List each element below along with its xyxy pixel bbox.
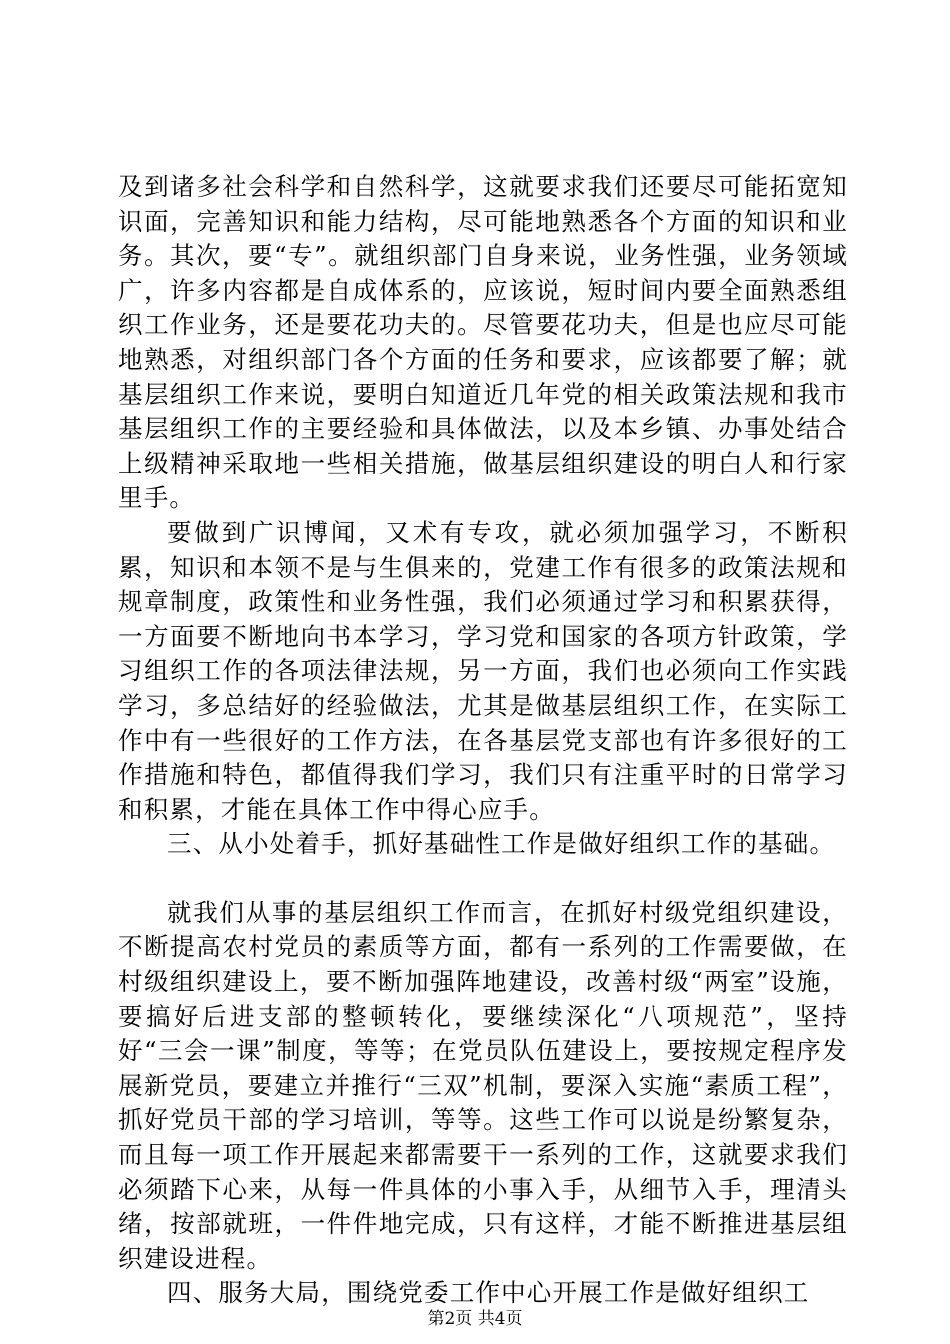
page-footer: 第2页 共4页 [427, 1309, 523, 1329]
paragraph-grassroots-work: 就我们从事的基层组织工作而言，在抓好村级党组织建设，不断提高农村党员的素质等方面，都有一系列的工作需要做，在村级组织建设上，要不断加强阵地建设，改善村级“两室”设施，要搞好后进支部的整顿转化，要继续深化“八项规范”，坚持好“三会一课”制度，等等；在党员队伍建设上，要按规定程序发展新党员，要建立并推行“三双”机制，要深入实施“素质工程”，抓好党员干部的学习培训，等等。这些工作可以说是纷繁复杂，而且每一项工作开展起来都需要干一系列的工作，这就要求我们必须踏下心来，从每一件具体的小事入手，从细节入手，理清头绪，按部就班，一件件地完成，只有这样，才能不断推进基层组织建设进程。 [118, 897, 848, 1273]
paragraph-study: 要做到广识博闻，又术有专攻，就必须加强学习，不断积累，知识和本领不是与生俱来的，党建工作有很多的政策法规和规章制度，政策性和业务性强，我们必须通过学习和积累获得，一方面要不断地向书本学习，学习党和国家的各项方针政策，学习组织工作的各项法律法规，另一方面，我们也必须向工作实践学习，多总结好的经验做法，尤其是做基层组织工作，在实际工作中有一些很好的工作方法，在各基层党支部也有许多很好的工作措施和特色，都值得我们学习，我们只有注重平时的日常学习和积累，才能在具体工作中得心应手。 [118, 517, 848, 824]
section-heading-three: 三、从小处着手，抓好基础性工作是做好组织工作的基础。 [167, 829, 836, 859]
document-body [118, 170, 848, 1311]
paragraph-continuation: 及到诸多社会科学和自然科学，这就要求我们还要尽可能拓宽知识面，完善知识和能力结构，尽可能地熟悉各个方面的知识和业务。其次，要“专”。就组织部门自身来说，业务性强，业务领域广，许多内容都是自成体系的，应该说，短时间内要全面熟悉组织工作业务，还是要花功夫的。尽管要花功夫，但是也应尽可能地熟悉，对组织部门各个方面的任务和要求，应该都要了解；就基层组织工作来说，要明白知道近几年党的相关政策法规和我市基层组织工作的主要经验和具体做法，以及本乡镇、办事处结合上级精神采取地一些相关措施，做基层组织建设的明白人和行家里手。 [118, 172, 848, 513]
section-heading-four: 四、服务大局，围绕党委工作中心开展工作是做好组织工 [167, 1278, 810, 1308]
